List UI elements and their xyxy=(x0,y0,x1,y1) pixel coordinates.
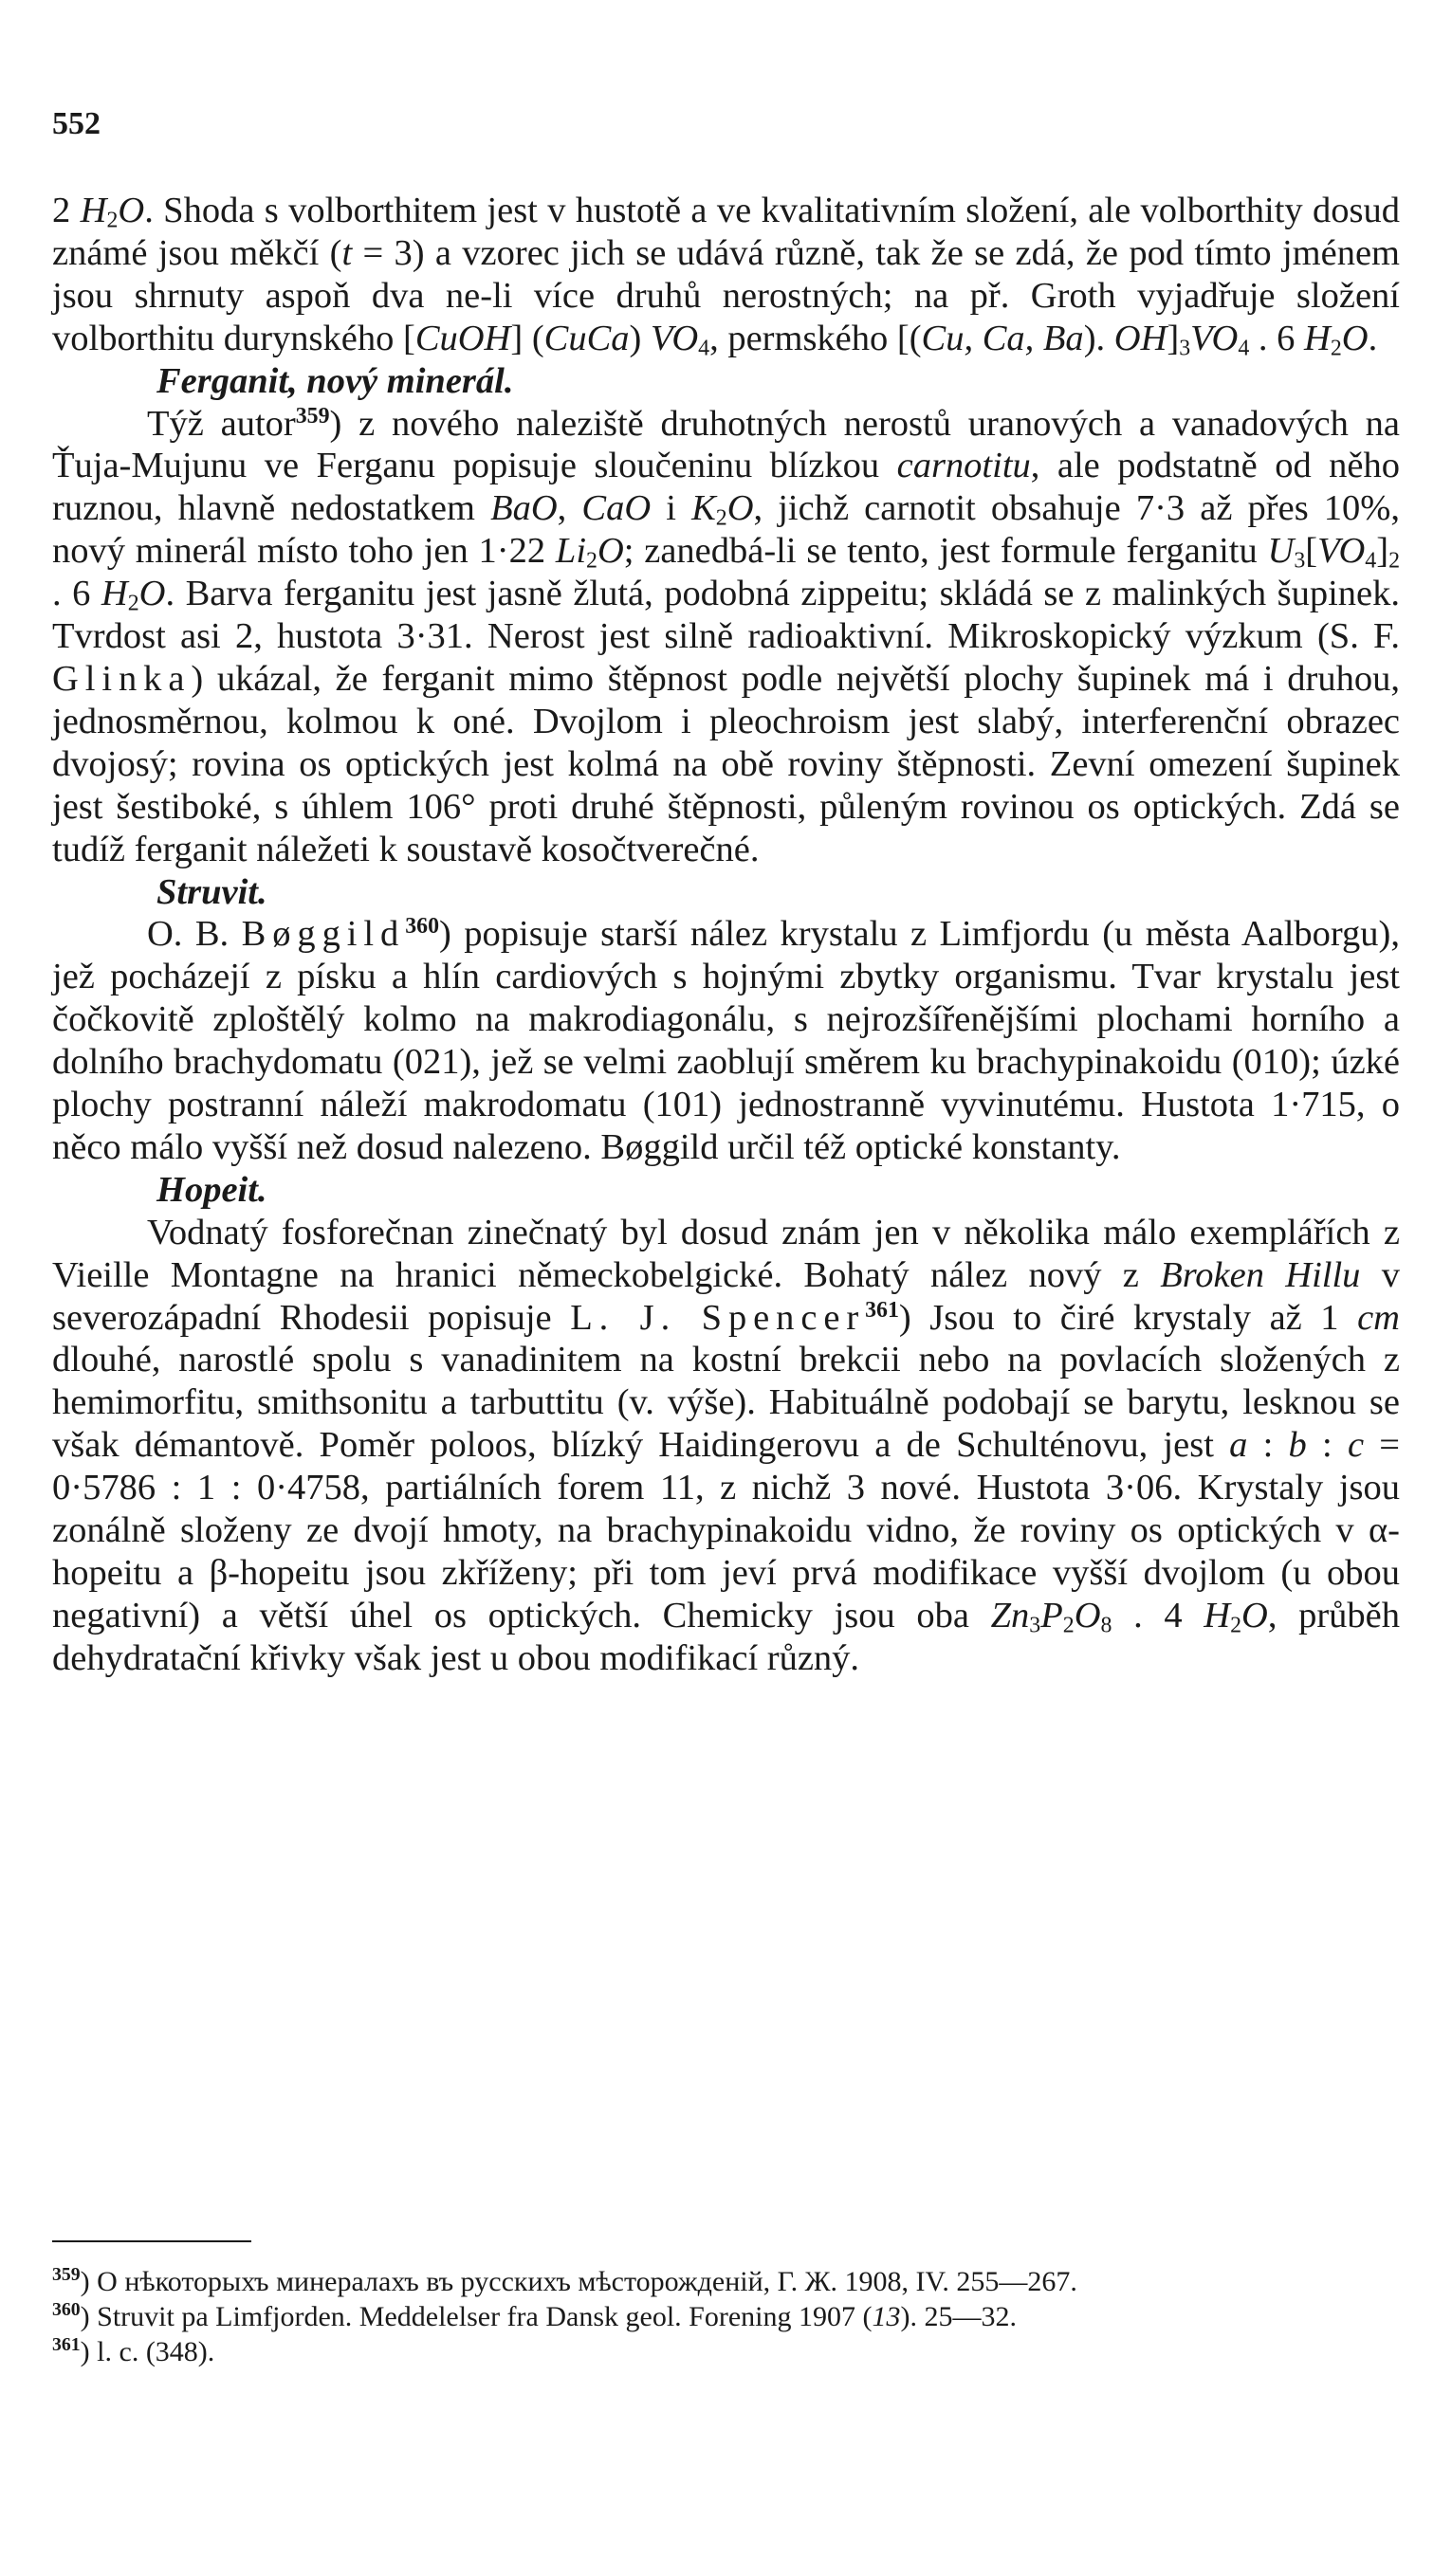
ferganit-paragraph: Týž autor$^{359}$) z nového naleziště druhotných nerostů uranových a vanadových na Ťuja-Mujunu ve Ferganu popisuje sloučeninu blízkou carnotitu, ale podstatně od něho ruznou, hlavně nedostatkem BaO, CaO i $K_2O$, jichž carnotit obsahuje 7·3 až přes 10%, nový minerál místo toho jen 1·22 $Li_2O$; zanedbá-li se tento, jest formule ferganitu $U_3[VO_4]_2$ . 6 $H_2O$. Barva ferganitu jest jasně žlutá, podobná zippeitu; skládá se z malinkých šupinek. Tvrdost asi 2, hustota 3·31. Nerost jest silně radioaktivní. Mikroskopický výzkum (S. F. Glinka) ukázal, že ferganit mimo štěpnost podle největší plochy šupinek má i druhou, jednosměrnou, kolmou k oné. Dvojlom i pleochroism jest slabý, interferenční obrazec dvojosý; rovina os optických jest kolmá na obě roviny štěpnosti. Zevní omezení šupinek jest šestiboké, s úhlem 106° proti druhé štěpnosti, půleným rovinou os optických. Zdá se tudíž ferganit náležeti k soustavě kosočtverečné. xyxy=(52,403,1401,869)
section-heading-struvit: Struvit. xyxy=(156,871,267,912)
section-heading-hopeit: Hopeit. xyxy=(156,1169,267,1210)
section-heading-ferganit: Ferganit, nový minerál. xyxy=(156,360,514,401)
intro-paragraph: 2 $H_2O$. Shoda s volborthitem jest v hustotě a ve kvalitativním složení, ale volborthity dosud známé jsou měkčí (t = 3) a vzorec jich se udává různě, tak že se zdá, že pod tímto jménem jsou shrnuty aspoň dva ne-li více druhů nerostných; na př. Groth vyjadřuje složení volborthitu durynského [CuOH] (CuCa) $VO_4$, permského [(Cu, Ca, Ba). $OH]_3VO_4$ . 6 $H_2O$. xyxy=(52,191,1401,360)
footnote-ref: 360 xyxy=(405,914,440,940)
footnote-divider xyxy=(52,2240,251,2242)
struvit-paragraph: O. B. Bøggild$^{360}$) popisuje starší nález krystalu z Limfjordu (u města Aalborgu), jež pocházejí z písku a hlín cardiových s hojnými zbytky organismu. Tvar krystalu jest čočkovitě zploštělý kolmo na makrodiagonálu, s nejrozšířenějšími plochami horního a dolního brachydomatu (021), jež se velmi zaoblují směrem ku brachypinakoidu (010); úzké plochy postranní náleží makrodomatu (101) jednostranně vyvinutému. Hustota 1·715, o něco málo vyšší než dosud nalezeno. Bøggild určil též optické konstanty. xyxy=(52,914,1401,1167)
main-text xyxy=(52,190,1400,1680)
page-number: 552 xyxy=(52,106,101,141)
footnotes xyxy=(52,2264,1400,2369)
footnote-360: $^{360}$) Struvit pa Limfjorden. Meddelelser fra Dansk geol. Forening 1907 (13). 25—32. xyxy=(52,2299,1017,2332)
hopeit-paragraph: Vodnatý fosforečnan zinečnatý byl dosud znám jen v několika málo exemplářích z Vieille Montagne na hranici německobelgické. Bohatý nález nový z Broken Hillu v severozápadní Rhodesii popisuje L. J. Spencer$^{361}$) Jsou to čiré krystaly až 1 cm dlouhé, narostlé spolu s vanadinitem na kostní brekcii nebo na povlacích složených z hemimorfitu, smithsonitu a tarbuttitu (v. výše). Habituálně podobají se barytu, lesknou se však démantově. Poměr poloos, blízký Haidingerovu a de Schulténovu, jest a : b : c = 0·5786 : 1 : 0·4758, partiálních forem 11, z nichž 3 nové. Hustota 3·06. Krystaly jsou zonálně složeny ze dvojí hmoty, na brachypinakoidu vidno, že roviny os optických v α-hopeitu a β-hopeitu jsou zkříženy; při tom jeví prvá modifikace vyšší dvojlom (u obou negativní) a větší úhel os optických. Chemicky jsou oba $Zn_3P_2O_8$ . 4 $H_2O$, průběh dehydratační křivky však jest u obou modifikací různý. xyxy=(52,1212,1401,1678)
footnote-ref: 359 xyxy=(295,403,330,429)
footnote-ref: 361 xyxy=(865,1297,899,1323)
footnote-361: $^{361}$) l. c. (348). xyxy=(52,2334,215,2367)
footnote-359: $^{359}$) О нѣкоторыхъ минералахъ въ русскихъ мѣсторожденій, Г. Ж. 1908, IV. 255—267. xyxy=(52,2264,1077,2297)
